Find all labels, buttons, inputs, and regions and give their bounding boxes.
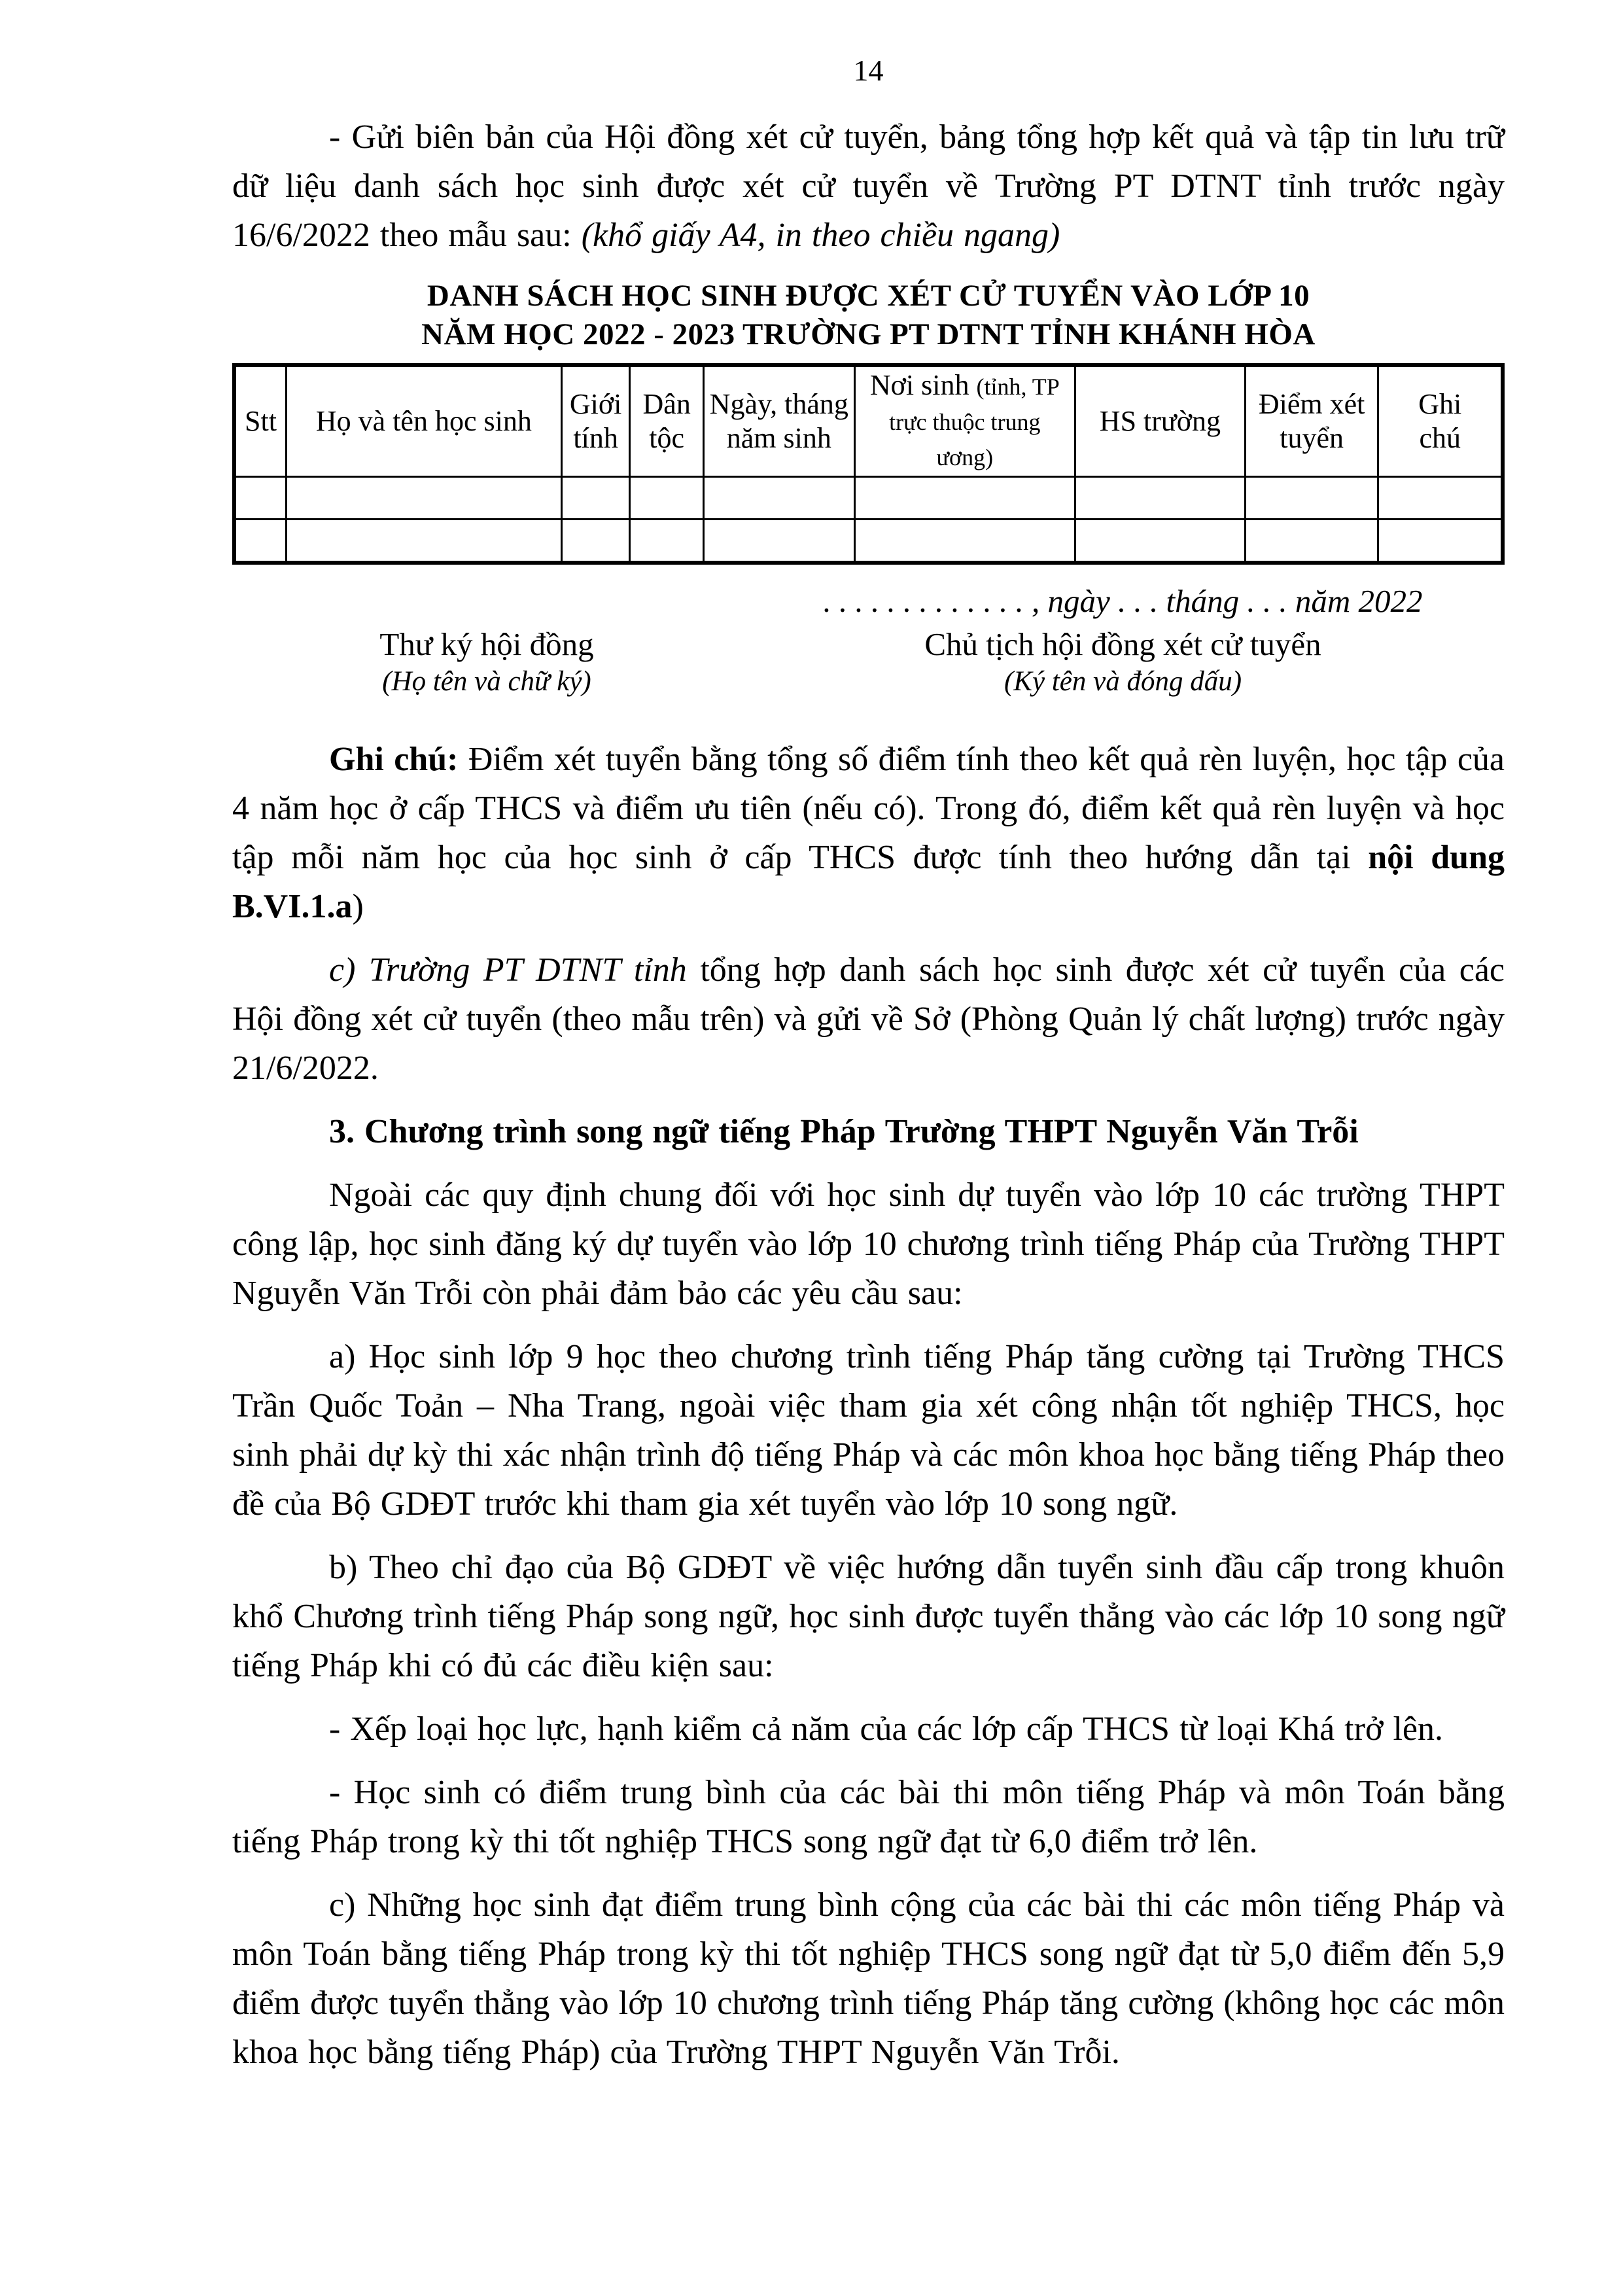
roster-empty-cell	[1378, 477, 1503, 520]
roster-empty-cell	[1075, 477, 1246, 520]
signature-sub-row	[232, 664, 1505, 699]
roster-empty-row	[234, 520, 1503, 563]
roster-body	[234, 477, 1503, 563]
col-header-student-name: Họ và tên học sinh	[286, 365, 561, 477]
signature-block	[232, 582, 1505, 699]
col-header-gender: Giới tính	[561, 365, 630, 477]
roster-empty-cell	[286, 477, 561, 520]
signature-date-spacer	[232, 582, 741, 621]
intro-paper-note: (khổ giấy A4, in theo chiều ngang)	[581, 217, 1060, 254]
signature-secretary-title: Thư ký hội đồng	[379, 626, 594, 662]
roster-header-row	[234, 365, 1503, 477]
intro-text: - Gửi biên bản của Hội đồng xét cử tuyển, bảng tổng hợp kết quả và tập tin lưu trữ dữ liệu danh sách học sinh được xét cử tuyển về Trường PT DTNT tỉnh trước ngày 16/6/2022 theo mẫu sau:	[232, 118, 1505, 254]
intro-paragraph	[232, 113, 1505, 260]
roster-empty-cell	[561, 520, 630, 563]
page-number: 14	[853, 54, 884, 87]
roster-empty-cell	[703, 477, 854, 520]
item-c-roster-paragraph	[232, 945, 1505, 1093]
note-paragraph	[232, 735, 1505, 931]
signature-chairman-note: (Ký tên và đóng dấu)	[1003, 666, 1242, 697]
signature-date-line: . . . . . . . . . . . . . , ngày . . . tháng . . . năm 2022	[823, 583, 1423, 619]
signature-date-row	[232, 582, 1505, 621]
roster-empty-cell	[854, 477, 1075, 520]
roster-empty-cell	[286, 520, 561, 563]
note-text-after: )	[352, 888, 364, 925]
col-header-birthdate: Ngày, tháng năm sinh	[703, 365, 854, 477]
roster-empty-row	[234, 477, 1503, 520]
col-header-notes: Ghi chú	[1378, 365, 1503, 477]
item-c-text: tổng hợp danh sách học sinh được xét cử tuyển của các Hội đồng xét cử tuyển (theo mẫu trên) và gửi về Sở (Phòng Quản lý chất lượng) trước ngày 21/6/2022.	[232, 951, 1505, 1087]
col-header-ethnicity: Dân tộc	[630, 365, 703, 477]
item-c-italic-lead: c) Trường PT DTNT tỉnh	[329, 951, 687, 989]
note-bold-reference: nội dung B.VI.1.a	[232, 839, 1505, 925]
section3-intro-paragraph: Ngoài các quy định chung đối với học sinh dự tuyển vào lớp 10 các trường THPT công lập, học sinh đăng ký dự tuyển vào lớp 10 chương trình tiếng Pháp của Trường THPT Nguyễn Văn Trỗi còn phải đảm bảo các yêu cầu sau:	[232, 1176, 1505, 1312]
col-header-admission-score: Điểm xét tuyển	[1245, 365, 1378, 477]
signature-title-row	[232, 621, 1505, 664]
roster-empty-cell	[630, 477, 703, 520]
col-header-school: HS trường	[1075, 365, 1246, 477]
roster-empty-cell	[1245, 520, 1378, 563]
roster-title	[232, 277, 1505, 354]
section3-bullet-average-score: - Học sinh có điểm trung bình của các bài thi môn tiếng Pháp và môn Toán bằng tiếng Pháp trong kỳ thi tốt nghiệp THCS song ngữ đạt từ 6,0 điểm trở lên.	[232, 1774, 1505, 1860]
roster-empty-cell	[630, 520, 703, 563]
section3-item-a-paragraph: a) Học sinh lớp 9 học theo chương trình tiếng Pháp tăng cường tại Trường THCS Trần Quốc Toản – Nha Trang, ngoài việc tham gia xét công nhận tốt nghiệp THCS, học sinh phải dự kỳ thi xác nhận trình độ tiếng Pháp và các môn khoa học bằng tiếng Pháp theo đề của Bộ GDĐT trước khi tham gia xét tuyển vào lớp 10 song ngữ.	[232, 1338, 1505, 1523]
student-roster-table	[232, 363, 1505, 565]
section3-item-b-paragraph: b) Theo chỉ đạo của Bộ GDĐT về việc hướng dẫn tuyển sinh đầu cấp trong khuôn khổ Chương trình tiếng Pháp song ngữ, học sinh được tuyển thẳng vào các lớp 10 song ngữ tiếng Pháp khi có đủ các điều kiện sau:	[232, 1549, 1505, 1684]
signature-secretary-note: (Họ tên và chữ ký)	[382, 666, 591, 697]
section3-heading: 3. Chương trình song ngữ tiếng Pháp Trường THPT Nguyễn Văn Trỗi	[329, 1113, 1359, 1150]
roster-empty-cell	[703, 520, 854, 563]
roster-empty-cell	[561, 477, 630, 520]
roster-empty-cell	[854, 520, 1075, 563]
section3-item-c-paragraph: c) Những học sinh đạt điểm trung bình cộng của các bài thi các môn tiếng Pháp và môn Toán bằng tiếng Pháp trong kỳ thi tốt nghiệp THCS song ngữ đạt từ 5,0 điểm đến 5,9 điểm được tuyển thẳng vào lớp 10 chương trình tiếng Pháp tăng cường (không học các môn khoa học bằng tiếng Pháp) của Trường THPT Nguyễn Văn Trỗi.	[232, 1886, 1505, 2071]
roster-empty-cell	[234, 477, 286, 520]
col-header-stt: Stt	[234, 365, 286, 477]
document-content	[232, 54, 1505, 2077]
note-label: Ghi chú:	[329, 741, 459, 778]
signature-chairman-title: Chủ tịch hội đồng xét cử tuyển	[924, 626, 1321, 662]
section3-bullet-conduct: - Xếp loại học lực, hạnh kiểm cả năm của các lớp cấp THCS từ loại Khá trở lên.	[329, 1710, 1443, 1748]
roster-empty-cell	[1075, 520, 1246, 563]
roster-empty-cell	[1245, 477, 1378, 520]
roster-empty-cell	[234, 520, 286, 563]
col-header-birthplace: Nơi sinh (tỉnh, TP trực thuộc trung ương)	[854, 365, 1075, 477]
note-text: Điểm xét tuyển bằng tổng số điểm tính theo kết quả rèn luyện, học tập của 4 năm học ở cấp THCS và điểm ưu tiên (nếu có). Trong đó, điểm kết quả rèn luyện và học tập mỗi năm học của học sinh ở cấp THCS được tính theo hướng dẫn tại	[232, 741, 1505, 876]
roster-empty-cell	[1378, 520, 1503, 563]
roster-title-line1: DANH SÁCH HỌC SINH ĐƯỢC XÉT CỬ TUYỂN VÀO LỚP 10	[427, 279, 1310, 313]
roster-title-line2: NĂM HỌC 2022 - 2023 TRƯỜNG PT DTNT TỈNH KHÁNH HÒA	[421, 317, 1316, 351]
